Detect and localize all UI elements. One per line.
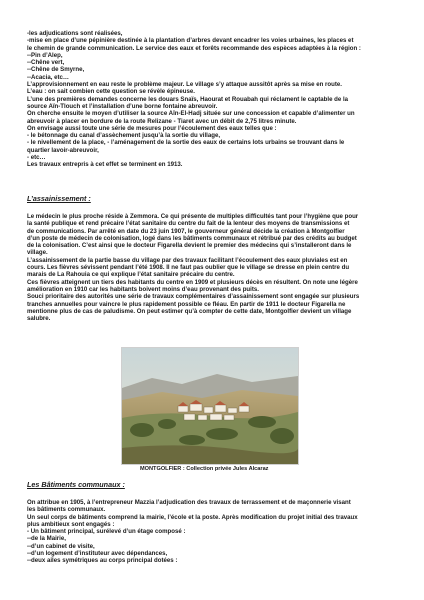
text-line: On envisage aussi toute une série de mesures pour l’écoulement des eaux telles que : <box>27 124 277 132</box>
text-line: d’un poste de médecin de colonisation, logé dans les bâtiments communaux et rétribué par des crédits au budget <box>27 234 357 242</box>
text-line: --de la Mairie, <box>27 535 66 543</box>
text-line: - Un bâtiment principal, surélevé d’un étage composé : <box>27 528 186 536</box>
photo-caption: MONTGOLFIER : Collection privée Jules Alcaraz <box>140 466 269 472</box>
text-line: On attribue en 1905, à l’entrepreneur Mazzia l’adjudication des travaux de terrassement et de maçonnerie visant <box>27 499 351 506</box>
text-line: la santé publique et rend précaire l’état sanitaire du centre du fait de la lenteur des moyens de transmissions et <box>27 220 350 228</box>
section-heading: Les Bâtiments communaux : <box>27 480 125 489</box>
text-line: --d’un logement d’instituteur avec dépendances, <box>27 550 168 558</box>
text-line: - le bétonnage du canal d’assèchement jusqu’à la sortie du village, <box>27 132 221 140</box>
section-batiments <box>27 480 399 489</box>
text-line: Souci prioritaire des autorités une série de travaux complémentaires d’assainissement sont engagée sur plusieurs <box>27 293 360 301</box>
text-line: --Acacia, etc… <box>27 73 69 81</box>
text-line: L’une des premières demandes concerne les douars Snaïs, Haourat et Rouabah qui réclament le captable de la <box>27 95 349 103</box>
text-line: L’assainissement de la partie basse du village par des travaux facilitant l’écoulement des eaux pluviales est en <box>27 256 348 264</box>
text-line: de la colonisation. C’est ainsi que le docteur Figarella devient le premier des médecins qui s’installeront dans le <box>27 242 352 250</box>
text-line: L’approvisionnement en eau reste le problème majeur. Le village s’y attaque aussitôt après sa mise en route. <box>27 81 342 89</box>
section-batiments-body <box>27 499 399 565</box>
text-line: Le médecin le plus proche réside à Zemmora. Ce qui présente de multiples difficultés tant pour l’hygiène que pour <box>27 213 359 220</box>
section-assainissement <box>27 194 399 203</box>
text-line: de communications. Par arrêté en date du 23 juin 1907, le gouverneur général décide la création à Montgolfier <box>27 227 345 235</box>
section-heading: L’assainissement : <box>27 194 91 203</box>
text-line: les bâtiments communaux. <box>27 506 106 514</box>
text-line: On cherche ensuite le moyen d’utiliser la source Aïn-El-Hadj située sur une concession et capable d’alimenter un <box>27 110 355 118</box>
text-line: -les adjudications sont réalisées, <box>27 30 123 37</box>
text-line: --Pin d’Alep, <box>27 51 63 59</box>
text-line: --d’un cabinet de visite, <box>27 542 95 550</box>
text-line: amélioration en 1910 car les habitants boivent moins d’eau provenant des puits. <box>27 285 259 293</box>
text-line: cours. Les fièvres sévissent pendant l’été 1908. Il ne faut pas oublier que le village se dresse en plein centre du <box>27 264 350 272</box>
text-line: --deux ailes symétriques au corps principal dotées : <box>27 557 178 565</box>
text-line: --Chêne de Smyrne, <box>27 66 85 74</box>
text-line: - le nivellement de la place, - l’aménagement de la sortie des eaux de certains lots urbains se trouvant dans le <box>27 139 345 147</box>
text-line: -mise en place d’une pépinière destinée à la plantation d’arbres devant encadrer les voies urbaines, les places et <box>27 37 354 45</box>
text-line: source Aïn-Tlouch et l’installation d’une borne fontaine abreuvoir. <box>27 102 218 110</box>
text-line: Un seul corps de bâtiments comprend la mairie, l’école et la poste. Après modification du projet initial des travaux <box>27 513 358 521</box>
text-line: marais de La Rahouia ce qui explique l’état sanitaire précaire du centre. <box>27 271 235 279</box>
village-photo <box>121 347 299 465</box>
text-line: village. <box>27 249 48 257</box>
text-line: abreuvoir à placer en bordure de la route Relizane - Tiaret avec un débit de 2,75 litres minute. <box>27 117 297 125</box>
text-line: mentionne plus de cas de paludisme. On peut estimer qu’à compter de cette date, Montgolfier devient un village <box>27 307 352 315</box>
text-line: quartier lavoir-abreuvoir, <box>27 146 99 154</box>
text-line: - etc… <box>27 154 46 162</box>
text-line: Les travaux entrepris à cet effet se terminent en 1913. <box>27 161 183 169</box>
section-assainissement-body <box>27 213 399 322</box>
text-line: Ces fièvres atteignent un tiers des habitants du centre en 1909 et plusieurs décès en résultent. On note une légère <box>27 278 358 286</box>
text-line: plus ambitieux sont engagés : <box>27 520 115 528</box>
text-line: le chemin de grande communication. Le service des eaux et forêts recommande des espèces adaptées à la région : <box>27 44 361 52</box>
text-line: tranches annuelles pour vaincre le plus rapidement possible ce fléau. En partir de 1911 le docteur Figarella ne <box>27 300 346 308</box>
text-line: --Chêne vert, <box>27 59 65 67</box>
text-line: salubre. <box>27 315 51 323</box>
section-adjudications <box>27 30 399 169</box>
text-line: L’eau : on sait combien cette question se révèle épineuse. <box>27 88 195 96</box>
